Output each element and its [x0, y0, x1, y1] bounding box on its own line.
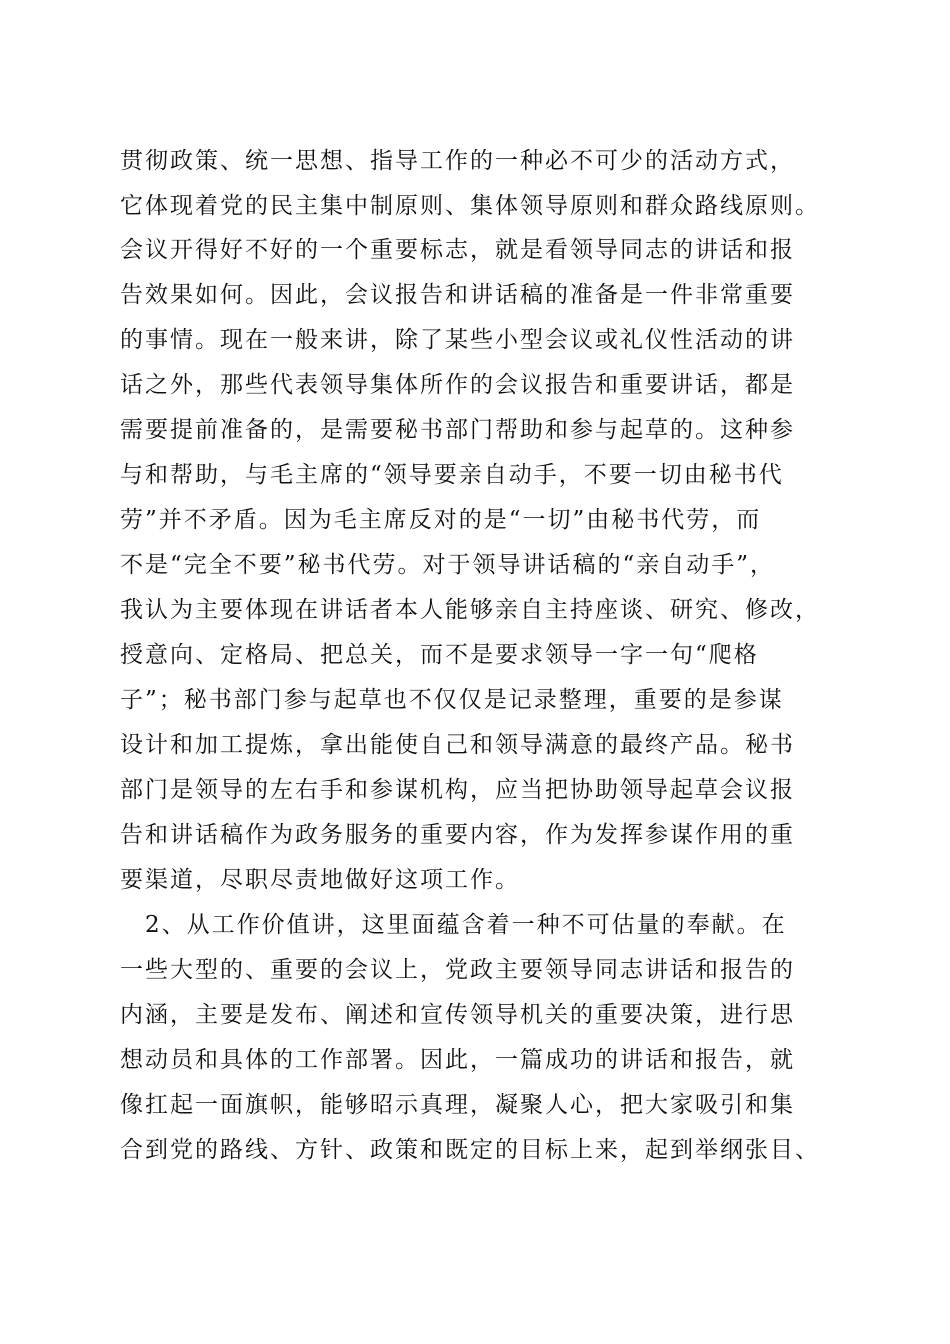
paragraph-1-line-11: 我认为主要体现在讲话者本人能够亲自主持座谈、研究、修改， — [120, 597, 820, 623]
paragraph-2-line-6: 合到党的路线、方针、政策和既定的目标上来，起到举纲张目、 — [120, 1137, 820, 1163]
paragraph-1-line-12: 授意向、定格局、把总关，而不是要求领导一字一句“爬格 — [120, 642, 759, 668]
paragraph-1-line-13: 子”；秘书部门参与起草也不仅仅是记录整理，重要的是参谋 — [120, 687, 784, 713]
paragraph-2-line-4: 想动员和具体的工作部署。因此，一篇成功的讲话和报告，就 — [120, 1047, 795, 1073]
paragraph-2-line-2: 一些大型的、重要的会议上，党政主要领导同志讲话和报告的 — [120, 957, 795, 983]
paragraph-1-line-6: 话之外，那些代表领导集体所作的会议报告和重要讲话，都是 — [120, 372, 795, 398]
paragraph-1-line-15: 部门是领导的左右手和参谋机构，应当把协助领导起草会议报 — [120, 777, 795, 803]
paragraph-1-line-5: 的事情。现在一般来讲，除了某些小型会议或礼仪性活动的讲 — [120, 327, 795, 353]
paragraph-1-line-9: 劳”并不矛盾。因为毛主席反对的是“一切”由秘书代劳，而 — [120, 507, 762, 533]
paragraph-1-line-2: 它体现着党的民主集中制原则、集体领导原则和群众路线原则。 — [120, 193, 820, 219]
paragraph-1-line-14: 设计和加工提炼，拿出能使自己和领导满意的最终产品。秘书 — [120, 732, 795, 758]
paragraph-1-line-17: 要渠道，尽职尽责地做好这项工作。 — [120, 867, 520, 893]
paragraph-1-line-4: 告效果如何。因此，会议报告和讲话稿的准备是一件非常重要 — [120, 282, 795, 308]
paragraph-2-line-3: 内涵，主要是发布、阐述和宣传领导机关的重要决策，进行思 — [120, 1002, 795, 1028]
paragraph-1-line-1: 贯彻政策、统一思想、指导工作的一种必不可少的活动方式， — [120, 148, 795, 174]
paragraph-2-line-5: 像扛起一面旗帜，能够昭示真理，凝聚人心，把大家吸引和集 — [120, 1092, 795, 1118]
paragraph-2-line-1: 2、从工作价值讲，这里面蕴含着一种不可估量的奉献。在 — [145, 912, 787, 938]
paragraph-1-line-3: 会议开得好不好的一个重要标志，就是看领导同志的讲话和报 — [120, 237, 795, 263]
paragraph-1-line-10: 不是“完全不要”秘书代劳。对于领导讲话稿的“亲自动手”， — [120, 552, 776, 578]
paragraph-1-line-7: 需要提前准备的，是需要秘书部门帮助和参与起草的。这种参 — [120, 417, 795, 443]
paragraph-1-line-16: 告和讲话稿作为政务服务的重要内容，作为发挥参谋作用的重 — [120, 822, 795, 848]
paragraph-1-line-8: 与和帮助，与毛主席的“领导要亲自动手，不要一切由秘书代 — [120, 462, 784, 488]
